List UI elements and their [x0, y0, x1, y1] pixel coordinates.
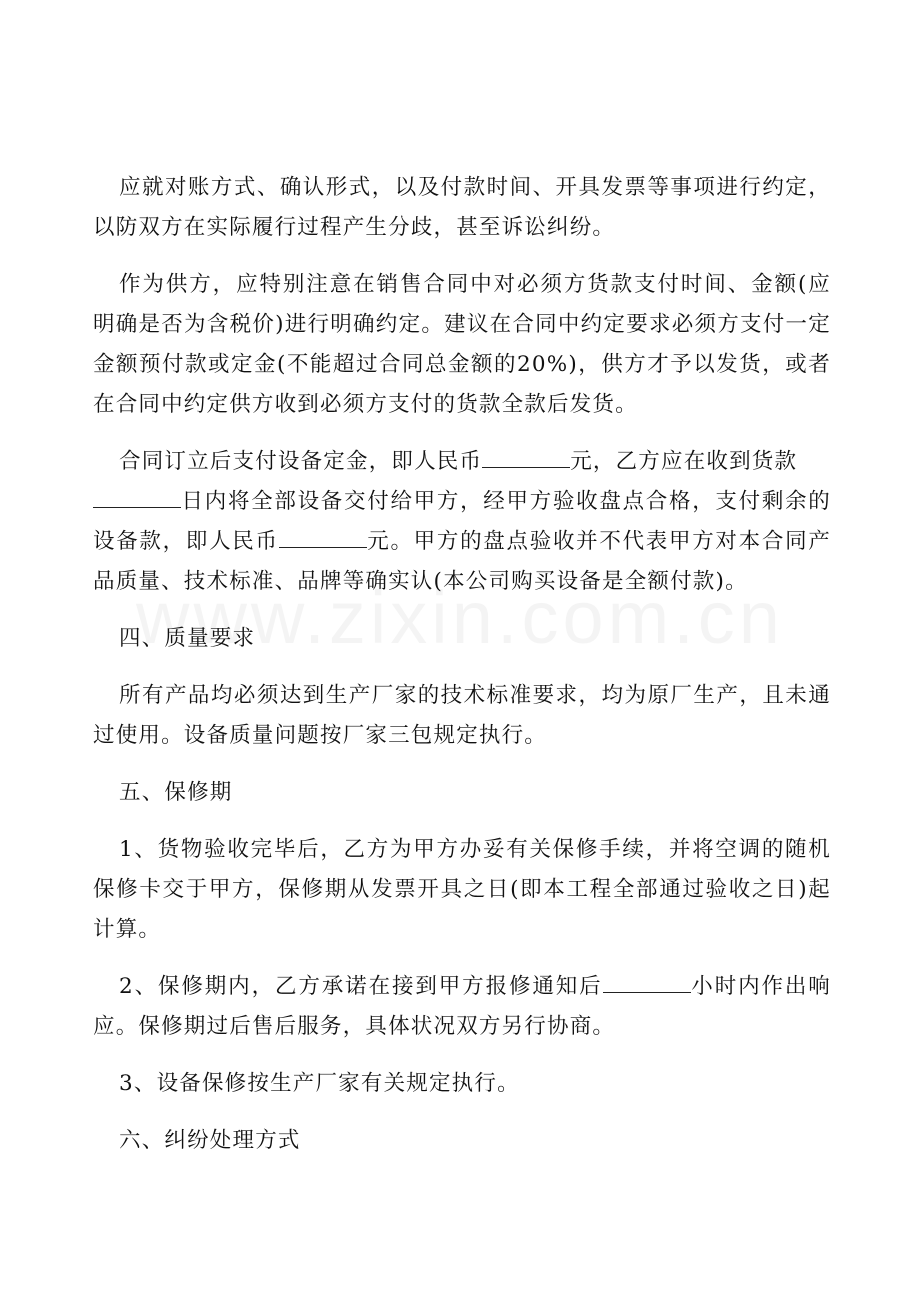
warranty-2-text-2: 小时内作出响应。保修期过后售后服务，具体状况双方另行协商。 — [93, 974, 831, 1039]
paragraph-warranty-1: 1、货物验收完毕后，乙方为甲方办妥有关保修手续，并将空调的随机保修卡交于甲方，保修期从发票开具之日(即本工程全部通过验收之日)起计算。 — [93, 837, 831, 942]
heading-dispute: 六、纠纷处理方式 — [119, 1128, 301, 1153]
paragraph-deposit — [93, 442, 831, 602]
deposit-amount-blank — [482, 445, 570, 468]
paragraph-warranty-3: 3、设备保修按生产厂家有关规定执行。 — [119, 1071, 520, 1096]
response-hours-blank — [603, 970, 691, 993]
paragraph-payment-terms: 作为供方，应特别注意在销售合同中对必须方货款支付时间、金额(应明确是否为含税价)进行明确约定。建议在合同中约定要求必须方支付一定金额预付款或定金(不能超过合同总金额的20%)，供方才予以发货，或者在合同中约定供方收到必须方支付的货款全款后发货。 — [93, 272, 831, 417]
paragraph-quality: 所有产品均必须达到生产厂家的技术标准要求，均为原厂生产，且未通过使用。设备质量问题按厂家三包规定执行。 — [93, 683, 831, 748]
deposit-text-2: 元，乙方应在收到货款 — [570, 449, 798, 474]
deposit-text-3: 日内将全部设备交付给甲方，经甲方验收盘点合格，支付剩余的设备款，即人民币 — [93, 489, 831, 554]
warranty-2-text-1: 2、保修期内，乙方承诺在接到甲方报修通知后 — [119, 974, 603, 999]
document-body — [93, 168, 831, 1178]
heading-warranty: 五、保修期 — [119, 780, 233, 805]
paragraph-reconciliation: 应就对账方式、确认形式，以及付款时间、开具发票等事项进行约定，以防双方在实际履行过程产生分歧，甚至诉讼纠纷。 — [93, 175, 831, 240]
deposit-text-1: 合同订立后支付设备定金，即人民币 — [119, 449, 483, 474]
heading-quality: 四、质量要求 — [119, 626, 256, 651]
remaining-amount-blank — [279, 525, 367, 548]
delivery-days-blank — [93, 485, 181, 508]
deposit-text-4: 元。甲方的盘点验收并不代表甲方对本合同产品质量、技术标准、品牌等确实认(本公司购买设备是全额付款)。 — [93, 529, 831, 594]
paragraph-warranty-2 — [93, 967, 831, 1047]
